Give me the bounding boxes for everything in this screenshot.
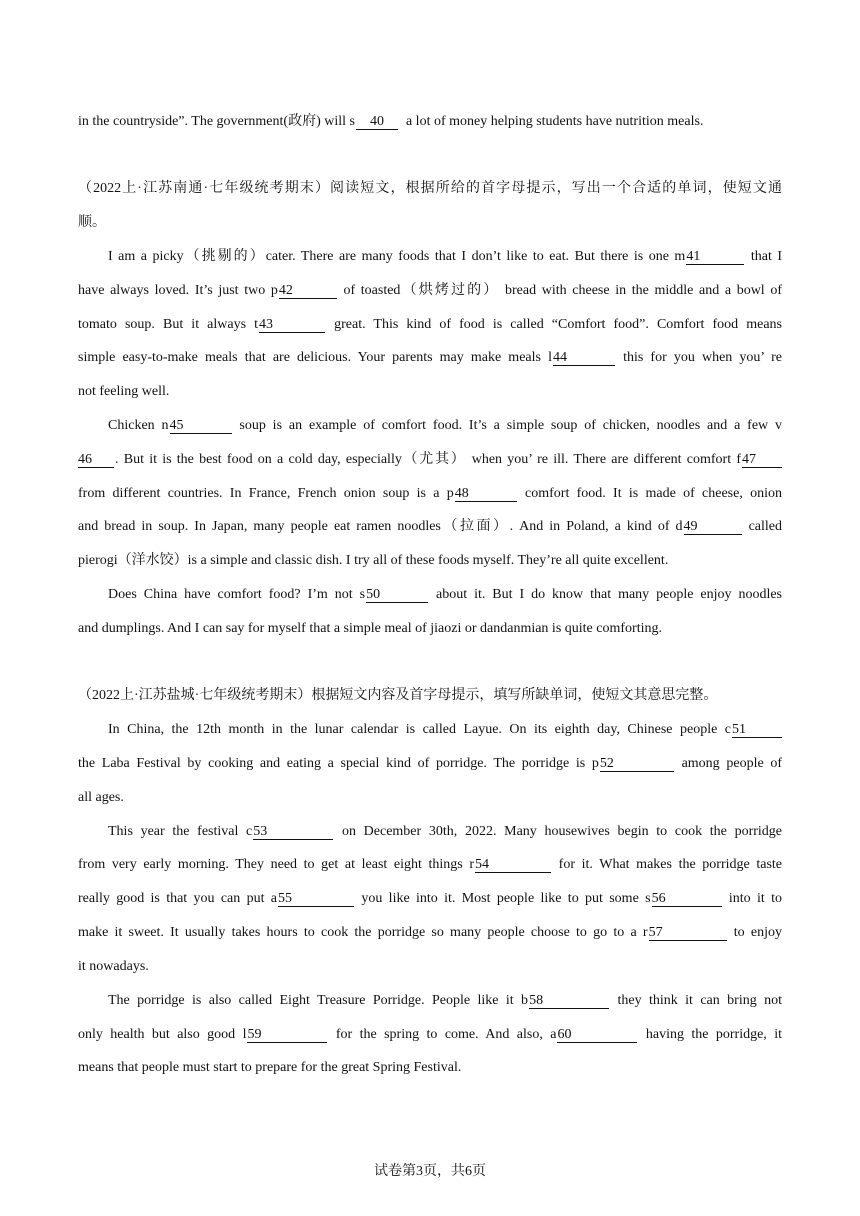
text: tomato soup. But it always t	[78, 317, 259, 332]
passage-line	[78, 249, 782, 265]
answer-blank[interactable]: 48	[455, 486, 517, 502]
answer-blank[interactable]: 45	[170, 418, 232, 434]
passage-line	[78, 756, 782, 772]
text: about it. But I do know that many people enjoy noodles	[436, 587, 782, 602]
passage-line	[78, 350, 782, 366]
answer-blank[interactable]: 56	[652, 891, 722, 907]
section-heading: （2022上·江苏盐城·七年级统考期末）根据短文内容及首字母提示，填写所缺单词，使短文其意思完整。	[78, 688, 718, 703]
passage-line	[78, 1027, 782, 1043]
passage-line	[78, 824, 782, 840]
answer-blank[interactable]: 60	[557, 1027, 637, 1043]
answer-blank[interactable]: 50	[366, 587, 428, 603]
text: soup is an example of comfort food. It’s a simple soup of chicken, noodles and a few v	[239, 418, 783, 433]
text: into it to	[728, 891, 782, 906]
text: called	[748, 519, 782, 534]
text: a lot of money helping students have nutrition meals.	[405, 114, 704, 129]
answer-blank[interactable]: 46	[78, 452, 114, 468]
answer-blank[interactable]: 49	[684, 519, 742, 535]
text: in the countryside”. The government(政府) will s	[78, 114, 355, 129]
passage-line	[78, 114, 782, 130]
passage-line	[78, 722, 782, 738]
section-heading-cont: 顺。	[78, 215, 106, 230]
text: that I	[750, 249, 783, 264]
text: Chicken n	[108, 418, 169, 433]
passage-line	[78, 925, 782, 941]
answer-blank[interactable]: 41	[686, 249, 744, 265]
answer-blank[interactable]: 59	[247, 1027, 327, 1043]
passage-line	[78, 452, 782, 468]
text: from very early morning. They need to get at least eight things r	[78, 857, 475, 872]
answer-blank[interactable]: 53	[253, 824, 333, 840]
text: from different countries. In France, French onion soup is a p	[78, 486, 454, 501]
passage-line	[78, 283, 782, 299]
text: you like into it. Most people like to put some s	[361, 891, 651, 906]
text: and bread in soup. In Japan, many people eat ramen noodles（拉面）. And in Poland, a kind of d	[78, 519, 683, 534]
text: to enjoy	[733, 925, 783, 940]
answer-blank[interactable]: 40	[356, 114, 398, 130]
text: . But it is the best food on a cold day, especially（尤其） when you’ re ill. There are different comfort f	[115, 452, 741, 467]
answer-blank[interactable]: 44	[553, 350, 615, 366]
passage-line: not feeling well.	[78, 384, 170, 399]
answer-blank[interactable]: 52	[600, 756, 674, 772]
text: make it sweet. It usually takes hours to cook the porridge so many people choose to go to a r	[78, 925, 648, 940]
answer-blank[interactable]: 51	[732, 722, 782, 738]
page-footer: 试卷第3页，共6页	[374, 1164, 486, 1179]
passage-line	[78, 317, 782, 333]
answer-blank[interactable]: 57	[649, 925, 727, 941]
passage-line	[78, 857, 782, 873]
answer-blank[interactable]: 42	[279, 283, 337, 299]
answer-blank[interactable]: 58	[529, 993, 609, 1009]
text: only health but also good l	[78, 1027, 247, 1042]
passage-line	[78, 993, 782, 1009]
text: The porridge is also called Eight Treasure Porridge. People like it b	[108, 993, 529, 1008]
text: of toasted（烘烤过的） bread with cheese in the middle and a bowl of	[343, 283, 782, 298]
text: for it. What makes the porridge taste	[558, 857, 782, 872]
text: In China, the 12th month in the lunar calendar is called Layue. On its eighth day, Chinese people c	[108, 722, 731, 737]
text: they think it can bring not	[617, 993, 783, 1008]
passage-line: and dumplings. And I can say for myself that a simple meal of jiaozi or dandanmian is quite comforting.	[78, 621, 662, 636]
text: having the porridge, it	[645, 1027, 782, 1042]
text: Does China have comfort food? I’m not s	[108, 587, 366, 602]
text: I am a picky（挑剔的）cater. There are many foods that I don’t like to eat. But there is one m	[108, 249, 686, 264]
passage-line: it nowadays.	[78, 959, 149, 974]
text: for the spring to come. And also, a	[335, 1027, 557, 1042]
text: this for you when you’ re	[623, 350, 782, 365]
answer-blank[interactable]: 54	[475, 857, 551, 873]
text: This year the festival c	[108, 824, 253, 839]
text: the Laba Festival by cooking and eating a special kind of porridge. The porridge is p	[78, 756, 599, 771]
passage-line	[78, 519, 782, 535]
passage-line: pierogi（洋水饺）is a simple and classic dish. I try all of these foods myself. They’re all quite excellent.	[78, 553, 669, 568]
text: on December 30th, 2022. Many housewives begin to cook the porridge	[341, 824, 782, 839]
passage-line	[78, 418, 782, 434]
passage-line	[78, 891, 782, 907]
passage-line	[78, 587, 782, 603]
text: simple easy-to-make meals that are delicious. Your parents may make meals l	[78, 350, 552, 365]
text: comfort food. It is made of cheese, onion	[525, 486, 782, 501]
answer-blank[interactable]: 43	[259, 317, 325, 333]
text: have always loved. It’s just two p	[78, 283, 278, 298]
text: great. This kind of food is called “Comfort food”. Comfort food means	[334, 317, 782, 332]
section-heading: （2022上·江苏南通·七年级统考期末）阅读短文，根据所给的首字母提示，写出一个合适的单词，使短文通	[78, 181, 782, 196]
text: among people of	[681, 756, 783, 771]
text: really good is that you can put a	[78, 891, 278, 906]
answer-blank[interactable]: 55	[278, 891, 354, 907]
passage-line: means that people must start to prepare for the great Spring Festival.	[78, 1060, 462, 1075]
passage-line: all ages.	[78, 790, 124, 805]
passage-line	[78, 486, 782, 502]
answer-blank[interactable]: 47	[742, 452, 782, 468]
